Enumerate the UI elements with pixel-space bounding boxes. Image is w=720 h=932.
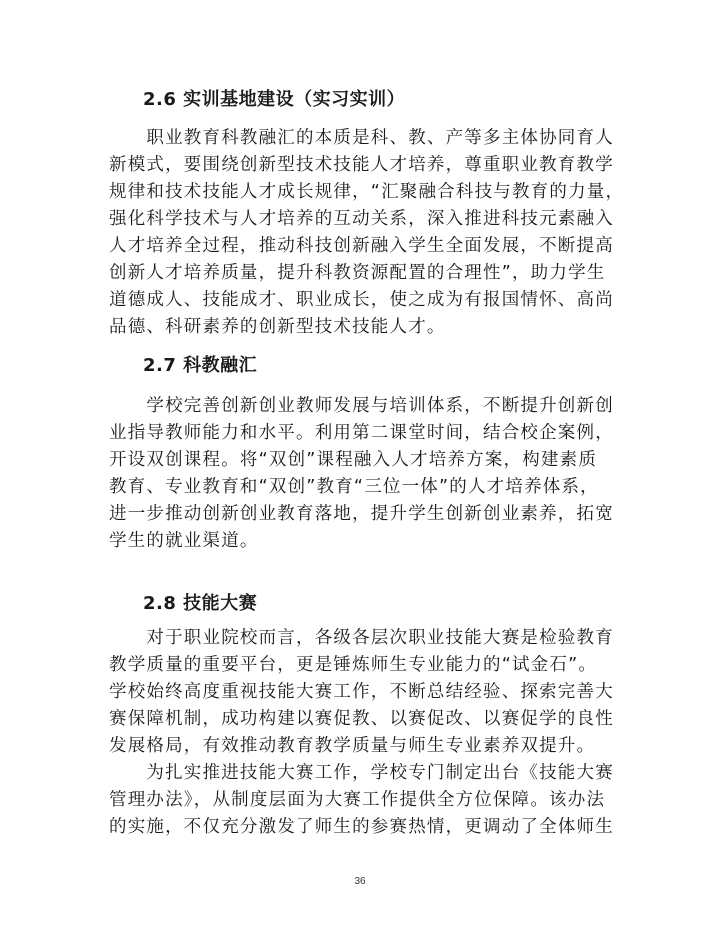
text-line: 业指导教师能力和水平。利用第二课堂时间，结合校企案例， (109, 423, 614, 443)
text-line: 学校完善创新创业教师发展与培训体系，不断提升创新创 (109, 396, 614, 416)
section-heading-2-6: 2.6 实训基地建设（实习实训） (143, 89, 406, 110)
text-line: 的实施，不仅充分激发了师生的参赛热情，更调动了全体师生 (109, 817, 614, 837)
paragraph-2-6 (109, 125, 624, 341)
text-line: 管理办法》，从制度层面为大赛工作提供全方位保障。该办法 (109, 790, 606, 810)
text-line: 强化科学技术与人才培养的互动关系，深入推进科技元素融入 (109, 209, 614, 229)
paragraph-2-8 (109, 625, 614, 841)
text-line: 进一步推动创新创业教育落地，提升学生创新创业素养，拓宽 (109, 504, 614, 524)
text-line: 发展格局，有效推动教育教学质量与师生专业素养双提升。 (109, 736, 596, 756)
text-line: 为扎实推进技能大赛工作，学校专门制定出台《技能大赛 (109, 763, 614, 783)
text-line: 教育、专业教育和“双创”教育“三位一体”的人才培养体系， (109, 477, 599, 497)
text-line: 品德、科研素养的创新型技术技能人才。 (109, 317, 446, 337)
text-line: 学生的就业渠道。 (109, 531, 259, 551)
text-line: 职业教育科教融汇的本质是科、教、产等多主体协同育人 (109, 128, 614, 148)
text-line: 创新人才培养质量，提升科教资源配置的合理性”，助力学生 (109, 263, 606, 283)
text-line: 教学质量的重要平台，更是锤炼师生专业能力的“试金石”。 (109, 655, 598, 675)
text-line: 学校始终高度重视技能大赛工作，不断总结经验、探索完善大 (109, 682, 614, 702)
text-line: 道德成人、技能成才、职业成长，使之成为有报国情怀、高尚 (109, 290, 614, 310)
text-line: 对于职业院校而言，各级各层次职业技能大赛是检验教育 (109, 628, 614, 648)
page-number: 36 (354, 876, 366, 887)
text-line: 新模式，要围绕创新型技术技能人才培养，尊重职业教育教学 (109, 155, 614, 175)
paragraph-2-7 (109, 393, 614, 555)
text-line: 人才培养全过程，推动科技创新融入学生全面发展，不断提高 (109, 236, 614, 256)
text-line: 规律和技术技能人才成长规律，“汇聚融合科技与教育的力量， (109, 182, 625, 202)
text-line: 开设双创课程。将“双创”课程融入人才培养方案，构建素质 (109, 450, 598, 470)
section-heading-2-7: 2.7 科教融汇 (143, 355, 258, 376)
text-line: 赛保障机制，成功构建以赛促教、以赛促改、以赛促学的良性 (109, 709, 614, 729)
section-heading-2-8: 2.8 技能大赛 (143, 593, 258, 614)
